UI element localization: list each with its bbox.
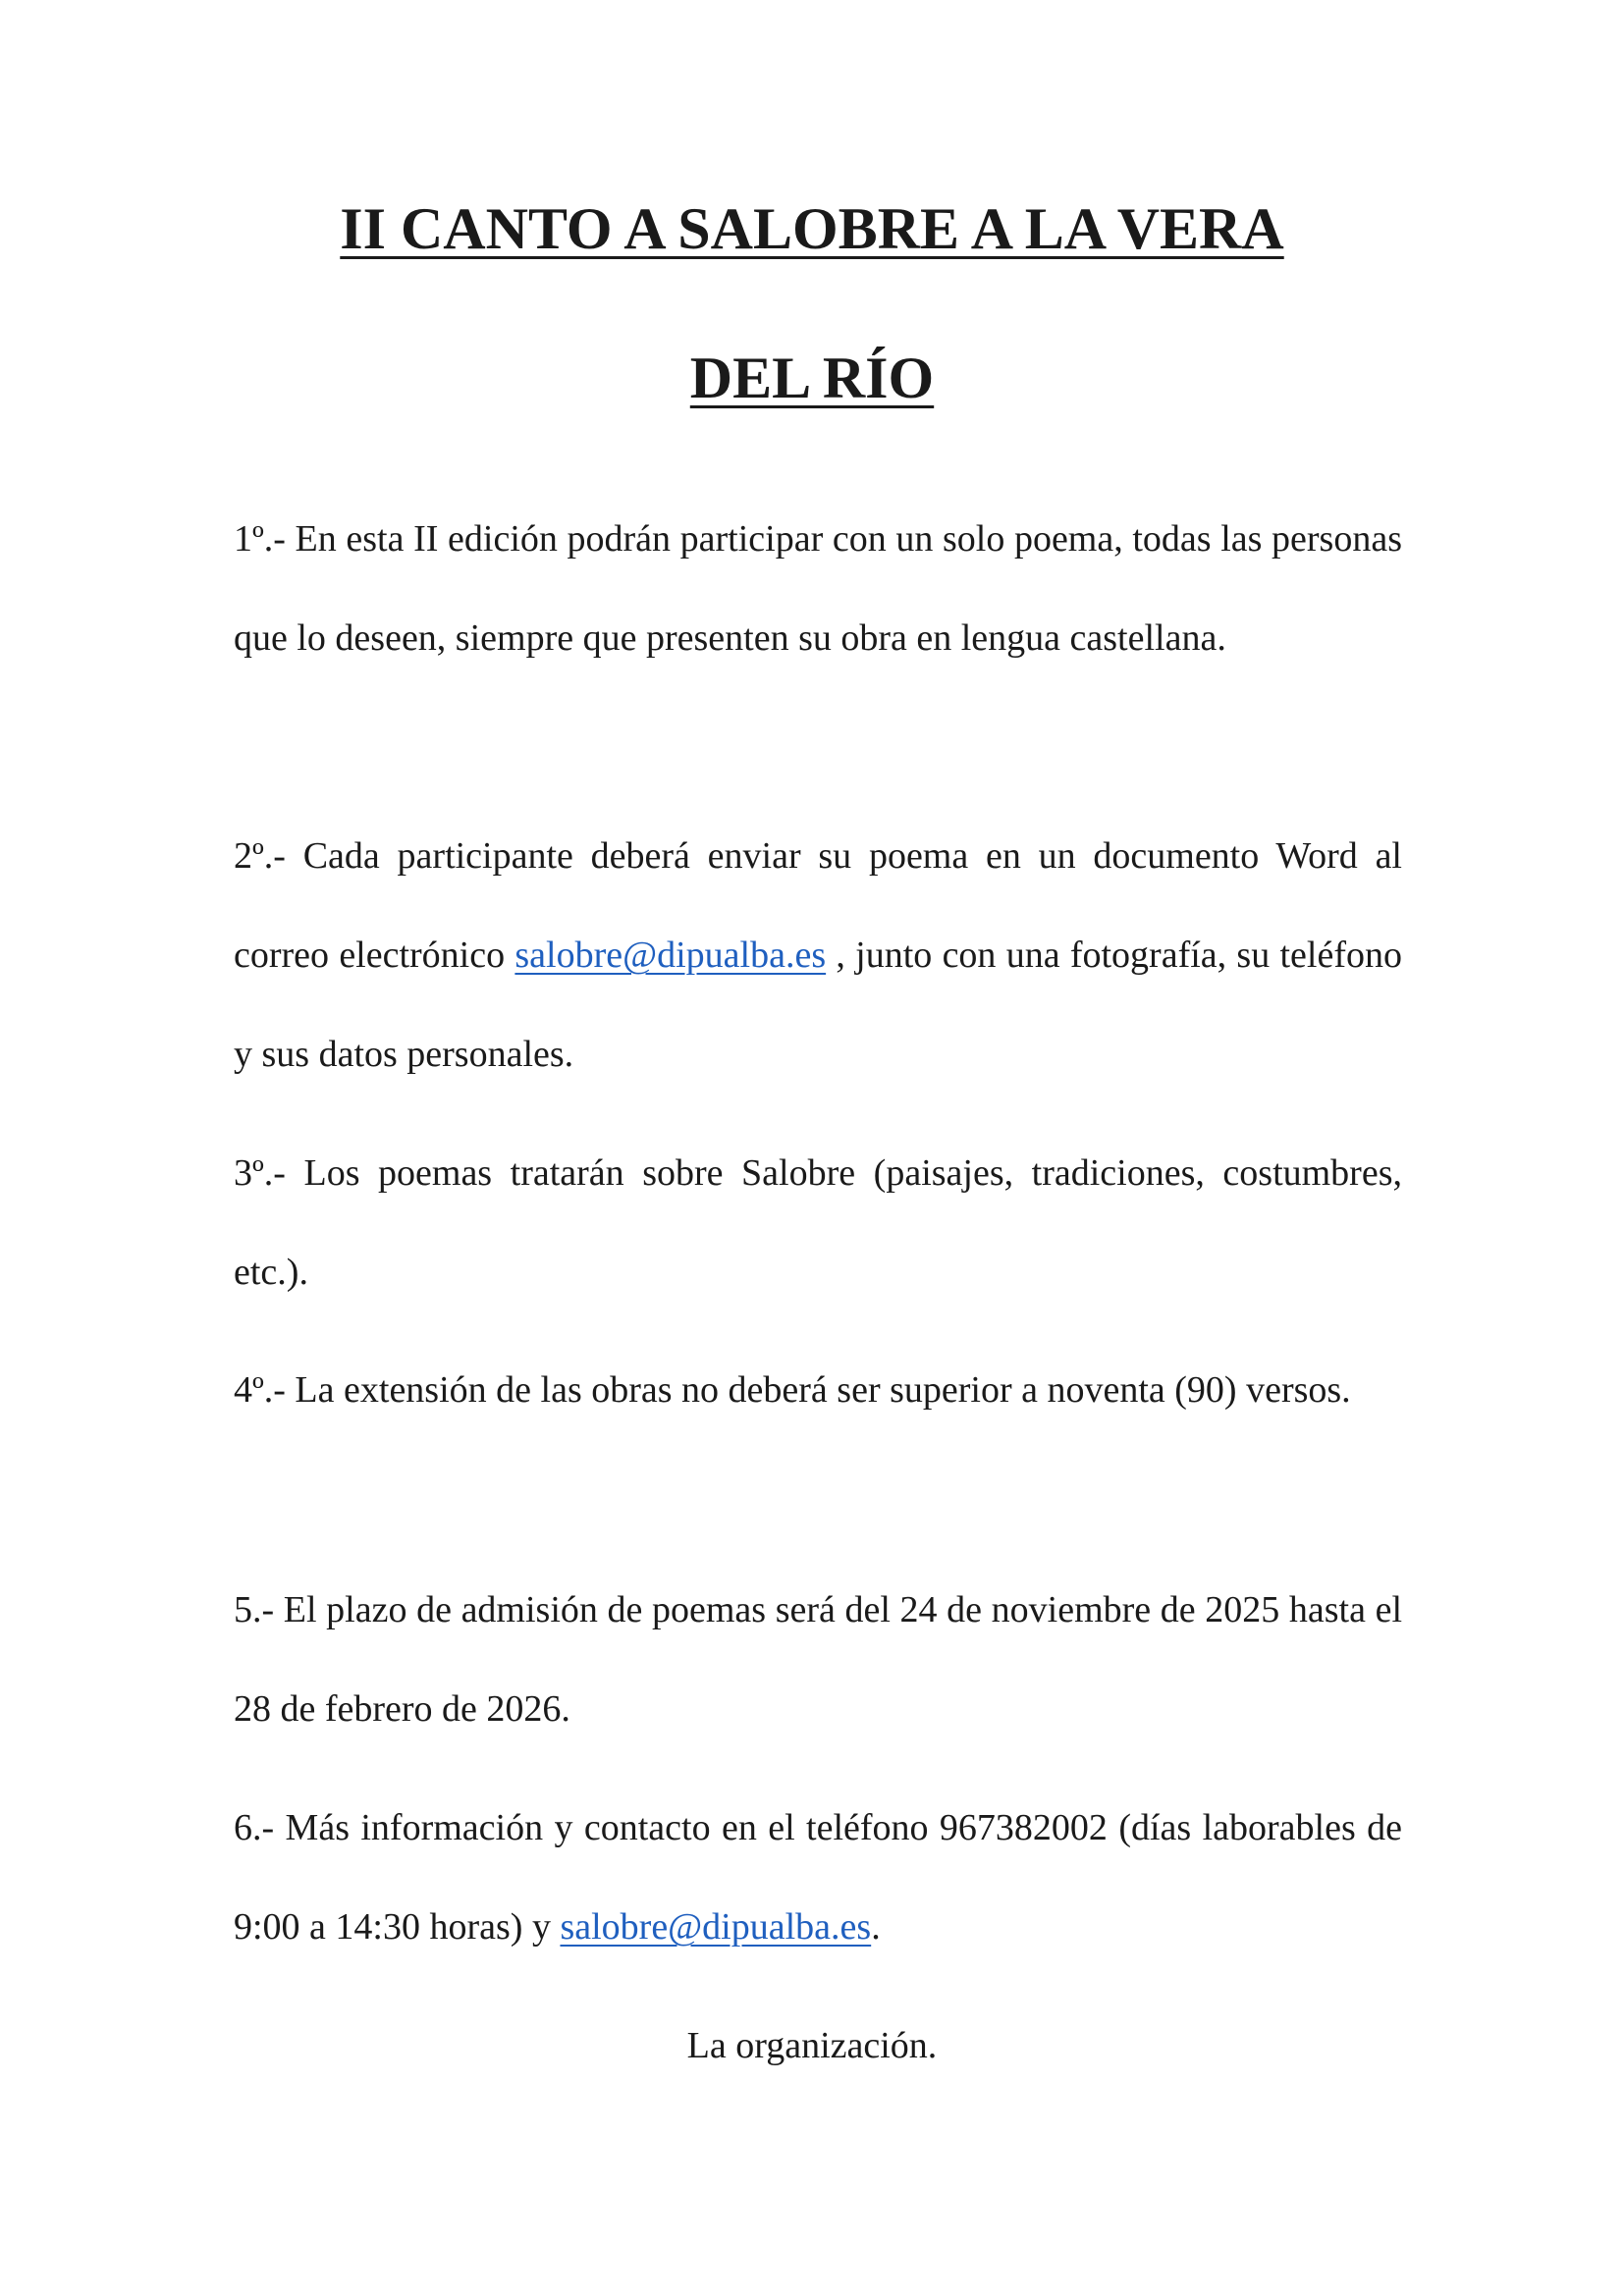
email-link[interactable]: salobre@dipualba.es [514, 934, 827, 976]
rule-2-text-after: , junto con una fotografía, su teléfono y sus datos personales. [234, 934, 1402, 1075]
rule-6-paragraph [234, 1779, 1402, 1977]
rule-3-paragraph: 3º.- Los poemas tratarán sobre Salobre (paisajes, tradiciones, costumbres, etc.). [234, 1152, 1402, 1293]
title-line-2: DEL RÍO [689, 346, 935, 410]
rule-1-paragraph: 1º.- En esta II edición podrán participar con un solo poema, todas las personas que lo deseen, siempre que presenten su obra en lengua castellana. [234, 518, 1402, 659]
email-link[interactable]: salobre@dipualba.es [560, 1906, 872, 1948]
rule-2-paragraph [234, 807, 1402, 1104]
rule-5-paragraph: 5.- El plazo de admisión de poemas será del 24 de noviembre de 2025 hasta el 28 de febrero de 2026. [234, 1589, 1402, 1730]
rule-2-text-before: 2º.- Cada participante deberá enviar su poema en un documento Word al correo electrónico [234, 835, 1402, 976]
rule-4-paragraph: 4º.- La extensión de las obras no deberá ser superior a noventa (90) versos. [234, 1369, 1351, 1411]
rule-6-text-before: 6.- Más información y contacto en el teléfono 967382002 (días laborables de 9:00 a 14:30 horas) y [234, 1807, 1402, 1948]
title-line-1: II CANTO A SALOBRE A LA VERA [340, 196, 1284, 261]
rule-6-text-after: . [871, 1906, 881, 1948]
signature: La organización. [686, 2025, 938, 2066]
